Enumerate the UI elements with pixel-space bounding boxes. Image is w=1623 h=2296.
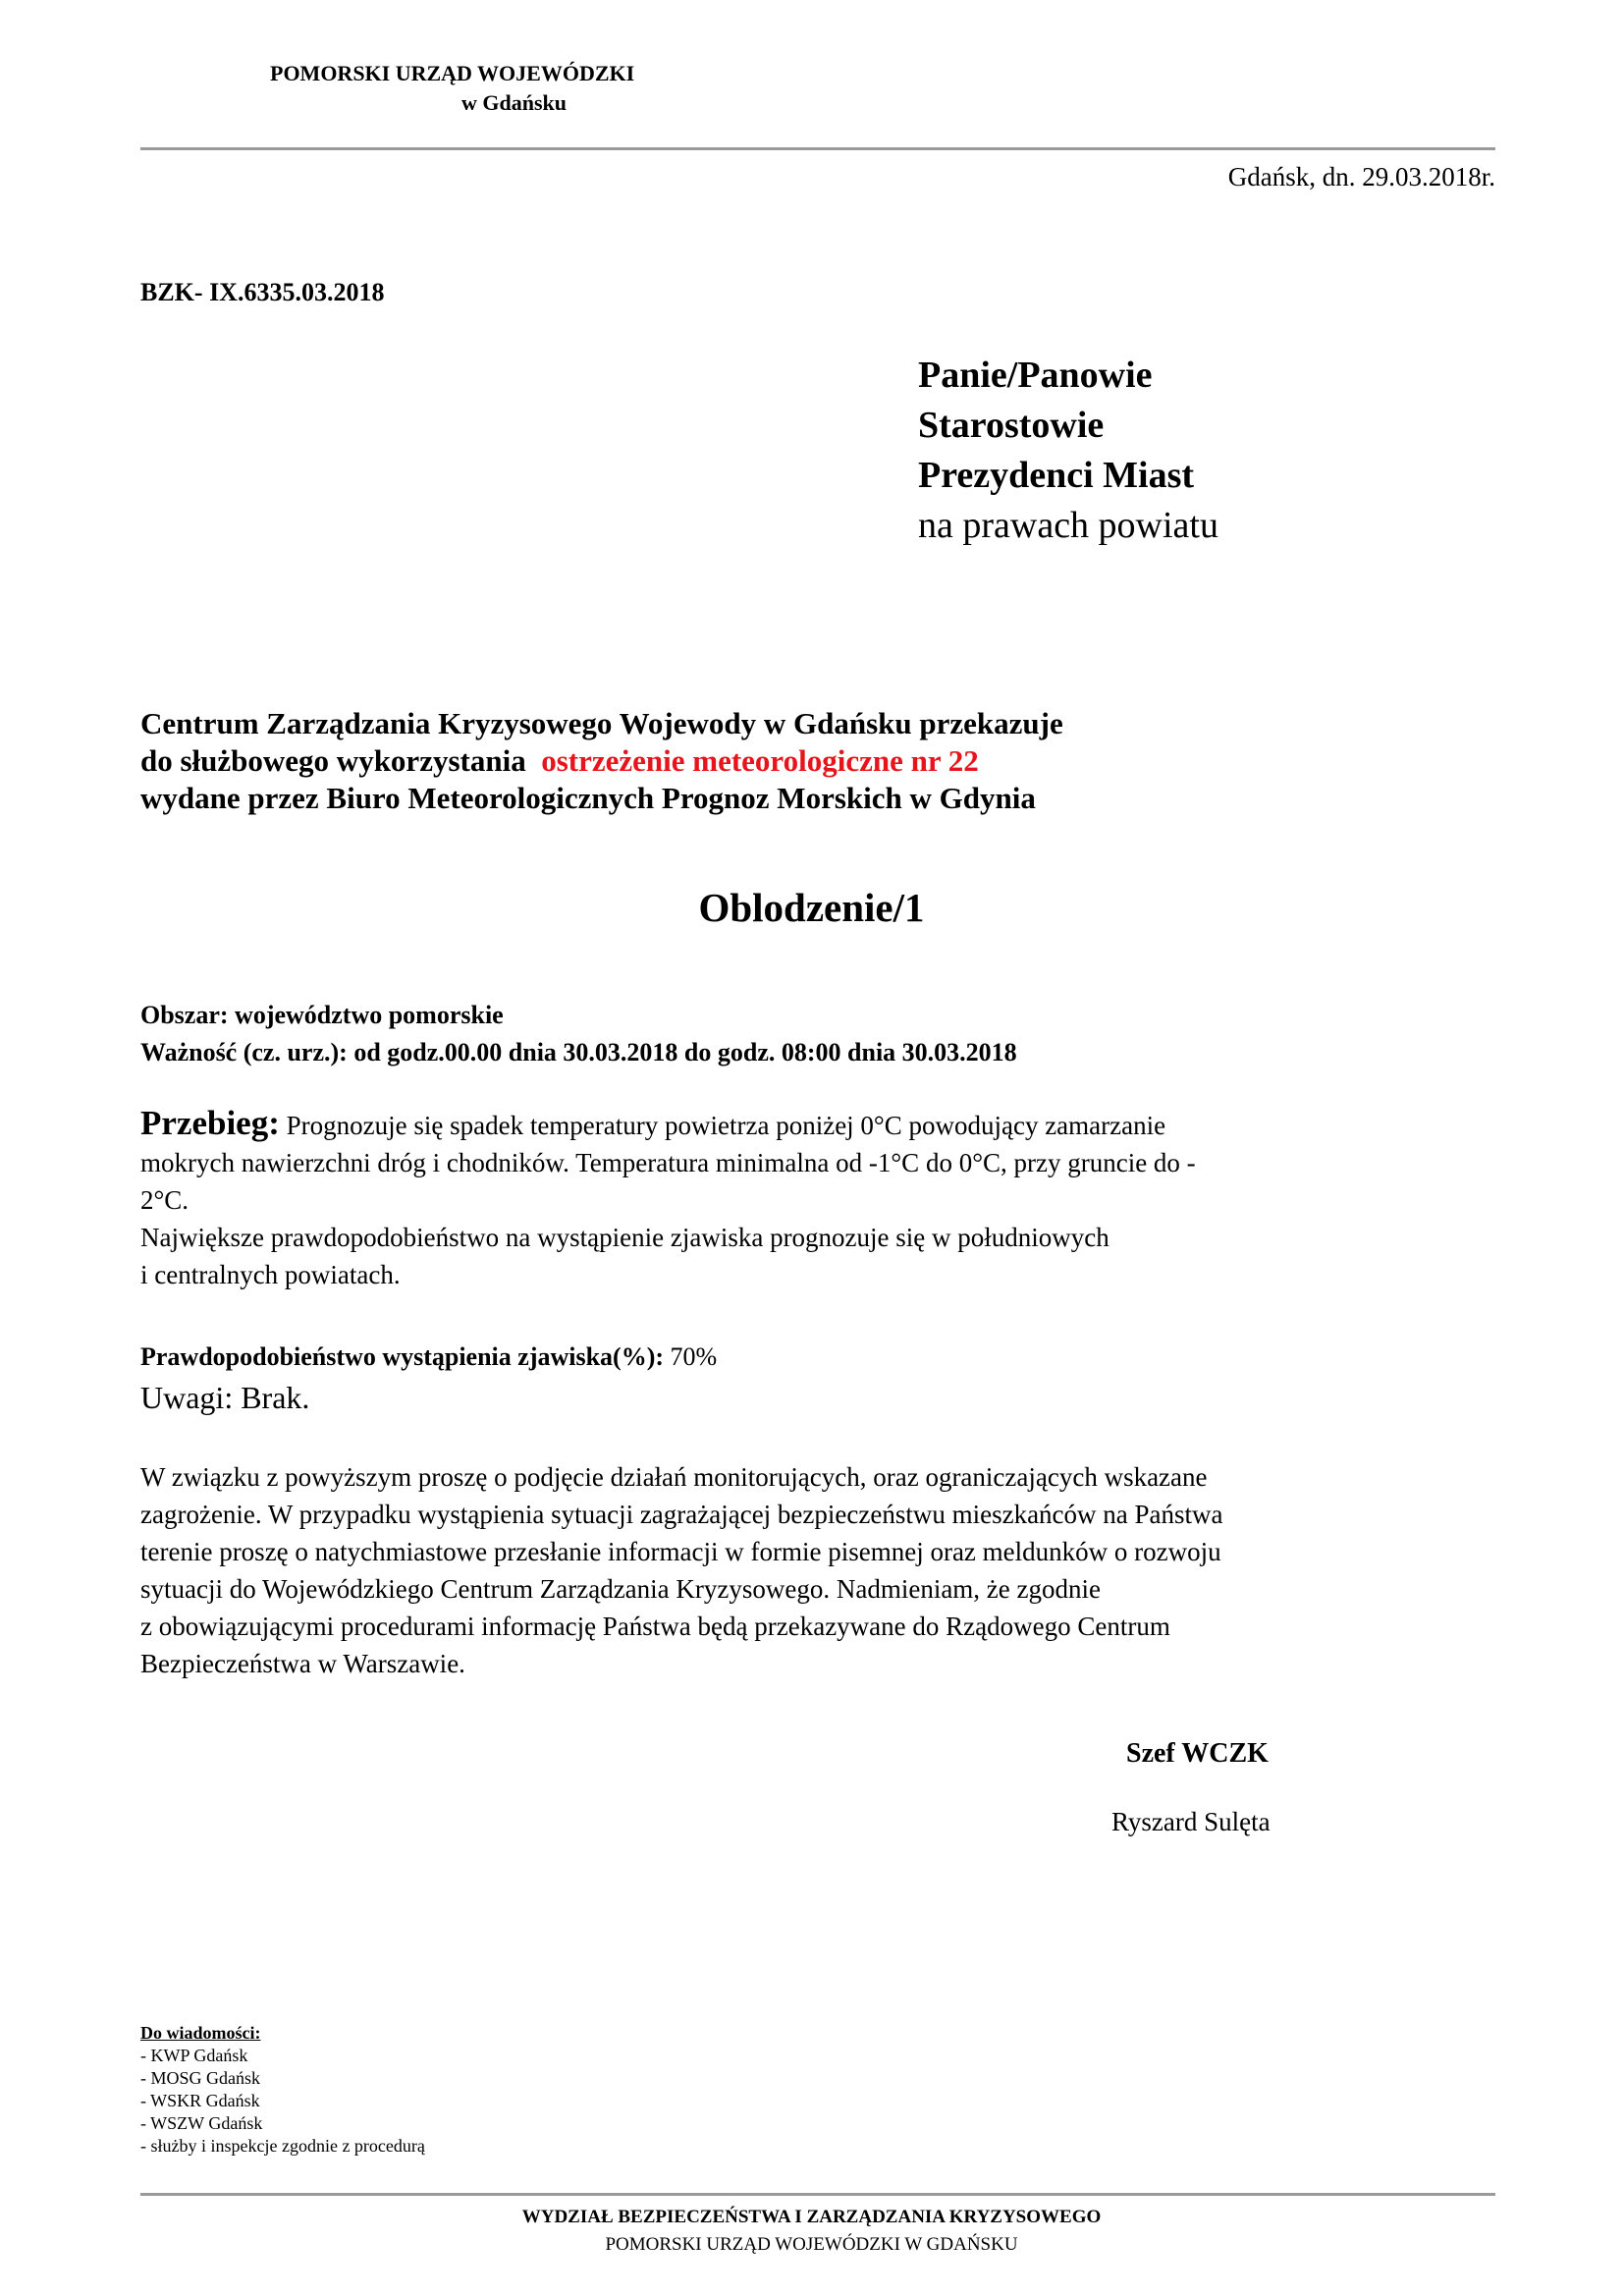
addressee-line: Prezydenci Miast (918, 455, 1195, 496)
course-text: Prognozuje się spadek temperatury powietrza poniżej 0°C powodujący zamarzanie (286, 1111, 1166, 1140)
body-line: Bezpieczeństwa w Warszawie. (140, 1649, 465, 1678)
body-line: sytuacji do Wojewódzkiego Centrum Zarządzania Kryzysowego. Nadmieniam, że zgodnie (140, 1574, 1101, 1604)
course-paragraph (140, 1105, 1196, 1293)
warning-title: Oblodzenie/1 (698, 885, 925, 930)
header-office-city: w Gdańsku (461, 90, 568, 115)
reference-number: BZK- IX.6335.03.2018 (140, 278, 385, 306)
distribution-item: - służby i inspekcje zgodnie z procedurą (140, 2136, 425, 2156)
distribution-list (140, 2022, 425, 2158)
footer-office: POMORSKI URZĄD WOJEWÓDZKI W GDAŃSKU (605, 2234, 1018, 2255)
distribution-item: - KWP Gdańsk (140, 2046, 248, 2065)
course-line: mokrych nawierzchni dróg i chodników. Temperatura minimalna od -1°C do 0°C, przy gruncie do - (140, 1148, 1196, 1177)
intro-line: Centrum Zarządzania Kryzysowego Wojewody w Gdańsku przekazuje (140, 706, 1063, 740)
body-paragraph (140, 1458, 1223, 1682)
distribution-heading: Do wiadomości: (140, 2023, 261, 2043)
header-office-name: POMORSKI URZĄD WOJEWÓDZKI (270, 61, 635, 85)
probability-label: Prawdopodobieństwo wystąpienia zjawiska(%): (140, 1342, 665, 1371)
course-line: Największe prawdopodobieństwo na wystąpienie zjawiska prognozuje się w południowych (140, 1223, 1109, 1252)
validity-line: Ważność (cz. urz.): od godz.00.00 dnia 30.03.2018 do godz. 08:00 dnia 30.03.2018 (140, 1038, 1017, 1066)
intro-line-prefix: do służbowego wykorzystania (140, 743, 526, 778)
intro-line (140, 742, 1063, 780)
intro-line: wydane przez Biuro Meteorologicznych Prognoz Morskich w Gdynia (140, 781, 1036, 815)
addressee-block (918, 351, 1218, 551)
footer-divider (140, 2193, 1495, 2196)
remarks-line: Uwagi: Brak. (140, 1380, 310, 1415)
warning-highlight: ostrzeżenie meteorologiczne nr 22 (541, 743, 979, 778)
body-line: W związku z powyższym proszę o podjęcie działań monitorujących, oraz ograniczających wskazane (140, 1462, 1208, 1492)
distribution-item: - WSKR Gdańsk (140, 2091, 260, 2110)
addressee-line: Panie/Panowie (918, 355, 1153, 396)
footer-department: WYDZIAŁ BEZPIECZEŃSTWA I ZARZĄDZANIA KRYZYSOWEGO (521, 2207, 1102, 2227)
addressee-line: Starostowie (918, 405, 1105, 446)
signature-name: Ryszard Sulęta (1111, 1807, 1271, 1836)
area-line: Obszar: województwo pomorskie (140, 1001, 504, 1029)
course-line: i centralnych powiatach. (140, 1260, 401, 1289)
body-line: zagrożenie. W przypadku wystąpienia sytuacji zagrażającej bezpieczeństwu mieszkańców na Państwa (140, 1500, 1223, 1529)
course-line (140, 1105, 1196, 1144)
body-line: z obowiązującymi procedurami informację Państwa będą przekazywane do Rządowego Centrum (140, 1612, 1170, 1641)
probability-line (140, 1342, 717, 1372)
distribution-item: - MOSG Gdańsk (140, 2068, 261, 2088)
course-label: Przebieg: (140, 1104, 280, 1142)
letter-date: Gdańsk, dn. 29.03.2018r. (1227, 162, 1495, 191)
header-divider (140, 147, 1495, 150)
intro-paragraph (140, 705, 1063, 817)
distribution-item: - WSZW Gdańsk (140, 2113, 263, 2133)
signature-title: Szef WCZK (1126, 1738, 1269, 1769)
course-line: 2°C. (140, 1185, 189, 1215)
warning-details (140, 997, 1017, 1071)
body-line: terenie proszę o natychmiastowe przesłanie informacji w formie pisemnej oraz meldunków o rozwoju (140, 1537, 1221, 1566)
addressee-line: na prawach powiatu (918, 505, 1218, 546)
probability-value: 70% (670, 1342, 718, 1371)
